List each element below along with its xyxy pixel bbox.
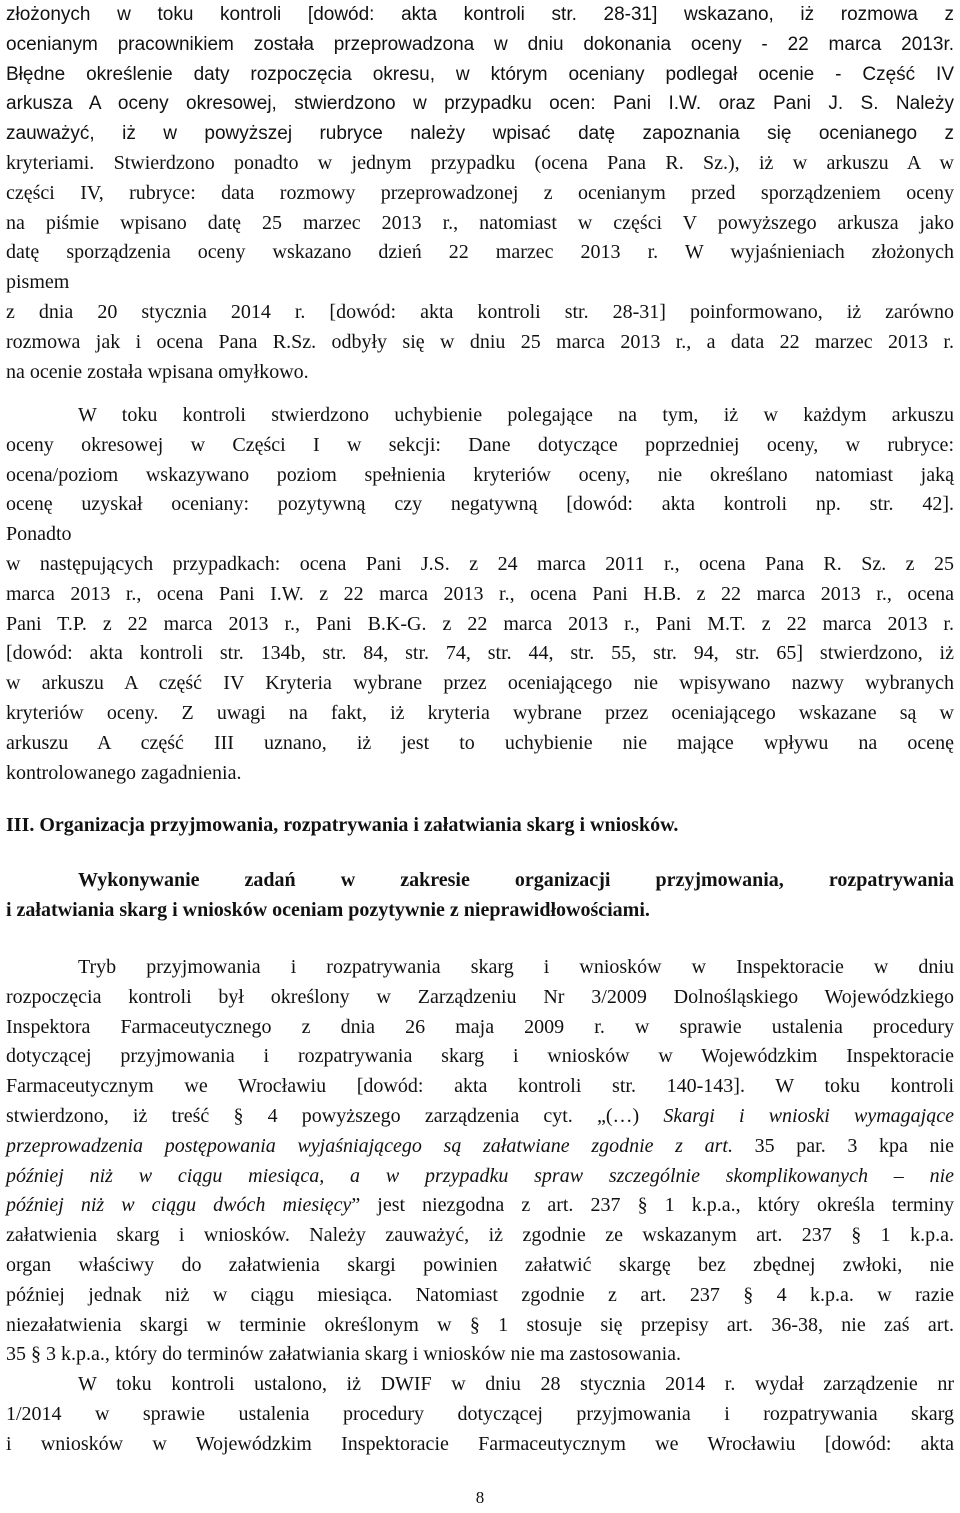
text-line: rozpoczęcia kontroli był określony w Zarządzeniu Nr 3/2009 Dolnośląskiego Wojewódzkiego	[6, 985, 954, 1008]
text-line: Błędne określenie daty rozpoczęcia okresu, w którym oceniany podlegał ocenie - Część IV	[6, 63, 954, 85]
paragraph-evaluation-dates-cont	[6, 149, 954, 387]
text-line: arkusza A oceny okresowej, stwierdzono w przypadku ocen: Pani I.W. oraz Pani J. S. Należy	[6, 93, 954, 115]
text-line: pismem	[6, 271, 70, 294]
text-line: oceny okresowej w Części I w sekcji: Dane dotyczące poprzedniej oceny, w rubryce:	[6, 433, 954, 456]
text-line: i załatwiania skarg i wniosków oceniam pozytywnie z nieprawidłowościami.	[6, 898, 650, 921]
quoted-text: przeprowadzenia postępowania wyjaśniającego są załatwiane zgodnie z art.	[6, 1134, 733, 1157]
text-line: W toku kontroli ustalono, iż DWIF w dniu 28 stycznia 2014 r. wydał zarządzenie nr	[78, 1373, 954, 1395]
paragraph-evaluation-dates	[6, 0, 954, 149]
text-line: później jednak niż w ciągu miesiąca. Natomiast zgodnie z art. 237 § 4 k.p.a. w razie	[6, 1283, 954, 1306]
text-line: i wniosków w Wojewódzkim Inspektoracie Farmaceutycznym we Wrocławiu [dowód: akta	[6, 1432, 954, 1455]
quoted-text: później niż w ciągu miesiąca, a w przypadku spraw szczególnie skomplikowanych – nie	[6, 1164, 954, 1187]
text-line: W toku kontroli stwierdzono uchybienie polegające na tym, iż w każdym arkuszu	[78, 404, 954, 426]
text-run: 35 par. 3 kpa nie	[732, 1134, 954, 1157]
text-line: Pani T.P. z 22 marca 2013 r., Pani B.K-G. z 22 marca 2013 r., Pani M.T. z 22 marca 2013 r.	[6, 612, 954, 635]
paragraph-previous-evaluation	[6, 401, 954, 788]
text-line: z dnia 20 stycznia 2014 r. [dowód: akta kontroli str. 28-31] poinformowano, iż zarówno	[6, 300, 954, 323]
paragraph-new-regulation	[6, 1370, 954, 1459]
text-line: części IV, rubryce: data rozmowy przeprowadzonej z ocenianym przed sporządzeniem oceny	[6, 181, 954, 204]
text-line: kontrolowanego zagadnienia.	[6, 761, 242, 784]
text-line: kryteriami. Stwierdzono ponadto w jednym przypadku (ocena Pana R. Sz.), iż w arkuszu A w	[6, 152, 954, 174]
text-line: kryteriów oceny. Z uwagi na fakt, iż kryteria wybrane przez oceniającego wskazane są w	[6, 701, 954, 724]
text-line: w następujących przypadkach: ocena Pani J.S. z 24 marca 2011 r., ocena Pana R. Sz. z 25	[6, 552, 954, 575]
text-line: Tryb przyjmowania i rozpatrywania skarg i wniosków w Inspektoracie w dniu	[78, 956, 954, 978]
text-run: ” jest niezgodna z art. 237 § 1 k.p.a., który określa terminy	[351, 1194, 954, 1217]
text-line: na piśmie wpisano datę 25 marzec 2013 r., natomiast w części V powyższego arkusza jako	[6, 211, 954, 234]
text-line	[6, 1132, 954, 1162]
page-number: 8	[475, 1488, 485, 1507]
text-line: dotyczącej przyjmowania i rozpatrywania skarg i wniosków w Wojewódzkim Inspektoracie	[6, 1045, 954, 1068]
text-line: na ocenie została wpisana omyłkowo.	[6, 360, 309, 383]
text-line: ocenę uzyskał oceniany: pozytywną czy negatywną [dowód: akta kontroli np. str. 42].	[6, 493, 954, 516]
quoted-text: później niż w ciągu dwóch miesięcy	[6, 1194, 352, 1217]
paragraph-complaints-procedure	[6, 953, 954, 1370]
quoted-text: Skargi i wnioski wymagające	[663, 1104, 954, 1127]
text-line: marca 2013 r., ocena Pani I.W. z 22 marca 2013 r., ocena Pani H.B. z 22 marca 2013 r., ocena	[6, 582, 954, 605]
text-line: zauważyć, iż w powyższej rubryce należy wpisać datę zapoznania się ocenianego z	[6, 123, 954, 145]
text-line	[6, 1191, 954, 1221]
text-line: Inspektora Farmaceutycznego z dnia 26 maja 2009 r. w sprawie ustalenia procedury	[6, 1015, 954, 1038]
text-line: [dowód: akta kontroli str. 134b, str. 84, str. 74, str. 44, str. 55, str. 94, str. 65] stwierdzono, iż	[6, 642, 954, 665]
text-line: załatwienia skarg i wniosków. Należy zauważyć, iż zgodnie ze wskazanym art. 237 § 1 k.p.a.	[6, 1224, 954, 1247]
text-line: datę sporządzenia oceny wskazano dzień 22 marzec 2013 r. W wyjaśnieniach złożonych	[6, 241, 954, 264]
text-line: w arkuszu A część IV Kryteria wybrane przez oceniającego nie wpisywano nazwy wybranych	[6, 672, 954, 695]
text-line	[6, 1162, 954, 1192]
text-line: Farmaceutycznym we Wrocławiu [dowód: akta kontroli str. 140-143]. W toku kontroli	[6, 1075, 954, 1098]
text-line: arkuszu A część III uznano, iż jest to uchybienie nie mające wpływu na ocenę	[6, 731, 954, 754]
text-line: rozmowa jak i ocena Pana R.Sz. odbyły się w dniu 25 marca 2013 r., a data 22 marzec 2013 r.	[6, 330, 954, 353]
text-line: złożonych w toku kontroli [dowód: akta kontroli str. 28-31] wskazano, iż rozmowa z	[6, 4, 954, 25]
text-line	[6, 1102, 954, 1132]
text-run: stwierdzono, iż treść § 4 powyższego zarządzenia cyt. „(…)	[6, 1104, 664, 1127]
text-line: 35 § 3 k.p.a., który do terminów załatwiania skarg i wniosków nie ma zastosowania.	[6, 1343, 682, 1366]
assessment-statement	[6, 866, 954, 926]
text-line: niezałatwienia skargi w terminie określonym w § 1 stosuje się przepisy art. 36-38, nie zaś art.	[6, 1313, 954, 1336]
text-line: ocena/poziom wskazywano poziom spełnienia kryteriów oceny, nie określano natomiast jaką	[6, 463, 954, 486]
text-line: organ właściwy do załatwienia skargi powinien załatwić skargę bez zbędnej zwłoki, nie	[6, 1253, 954, 1276]
text-line: Ponadto	[6, 523, 72, 546]
text-line: ocenianym pracownikiem została przeprowadzona w dniu dokonania oceny - 22 marca 2013r.	[6, 33, 954, 55]
section-heading: III. Organizacja przyjmowania, rozpatrywania i załatwiania skarg i wniosków.	[6, 814, 679, 836]
text-line: Wykonywanie zadań w zakresie organizacji przyjmowania, rozpatrywania	[78, 869, 954, 891]
text-line: 1/2014 w sprawie ustalenia procedury dotyczącej przyjmowania i rozpatrywania skarg	[6, 1402, 954, 1425]
